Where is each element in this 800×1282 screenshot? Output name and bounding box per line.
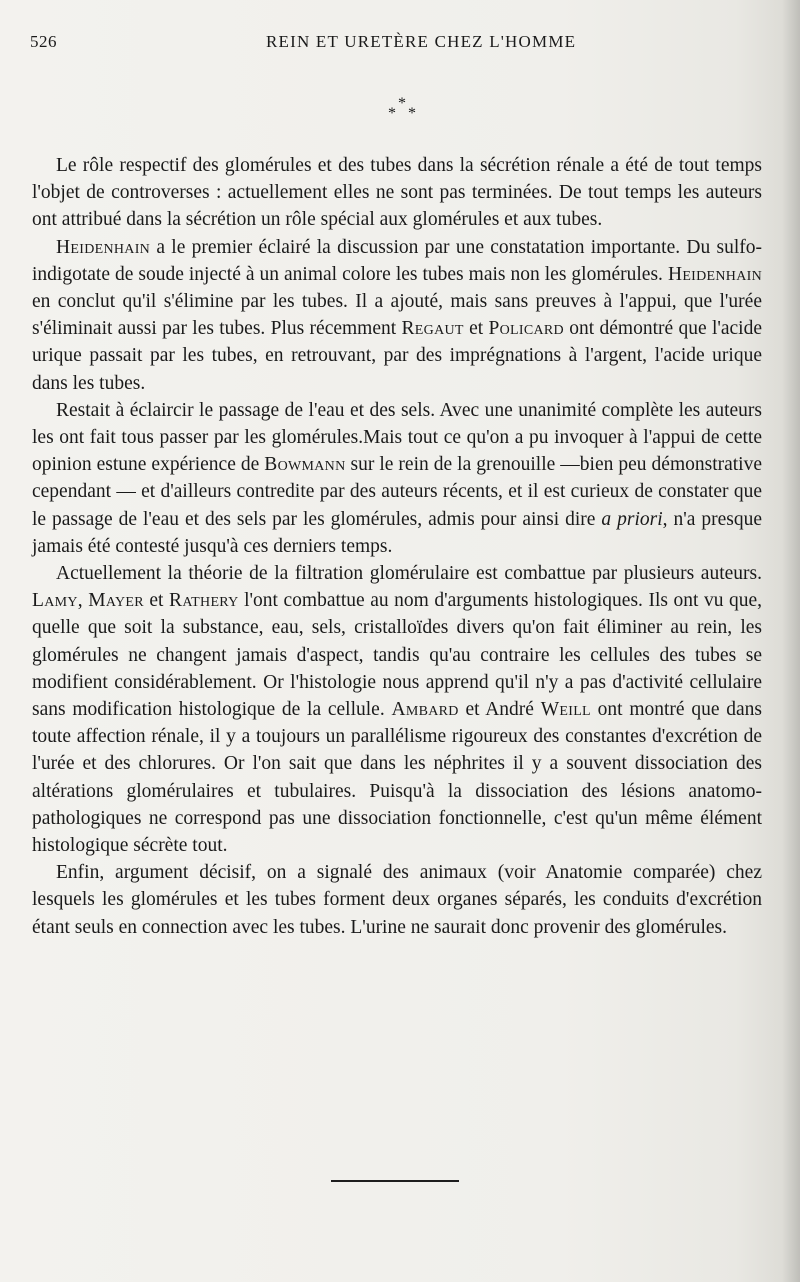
author-name: Lamy — [32, 590, 78, 612]
author-name: Heidenhain — [56, 236, 151, 258]
paragraph-text: l'ont combattue au nom d'arguments histologiques. Ils ont vu que, quelle que soit la substance, eau, sels, cristalloïdes divers qu'on fait éliminer au rein, les glomérules ne changent jamais d'aspect, tandis qu'au contraire les cellules des tubes se modifient considérablement. Or l'histologie nous apprend qu'il n'y a pas d'activité cellulaire sans modification histologique de la cellule. — [32, 590, 763, 721]
paragraph-5: Enfin, argument décisif, on a signalé des animaux (voir Anatomie comparée) chez lesquels les glomérules et les tubes forment deux organes séparés, les conduits d'excrétion étant seuls en connection avec les tubes. L'urine ne saurait donc provenir des glomérules. — [32, 862, 762, 938]
asterism — [384, 96, 424, 126]
paragraph-text: sur le rein de la grenouille —bien peu démonstrative cependant — et d'ailleurs contredite par des auteurs récents, et il est curieux de constater que le passage de l'eau et des sels par les glomérules, admis pour ainsi dire — [32, 454, 763, 530]
paragraph-text: a le premier éclairé la discussion par une constatation importante. Du sulfo-indigotate de soude injecté à un animal colore les tubes mais non les glomérules. — [32, 236, 762, 285]
paragraph-text: et — [463, 318, 489, 340]
paragraph-1: Le rôle respectif des glomérules et des tubes dans la sécrétion rénale a été de tout temps l'objet de controverses : actuellement elles ne sont pas terminées. De tout temps les auteurs ont attribué dans la sécrétion un rôle spécial aux glomérules et aux tubes. — [32, 155, 762, 231]
author-name: Weill — [540, 699, 591, 721]
body-text — [32, 152, 762, 941]
paragraph-text: , n'a presque jamais été contesté jusqu'à ces derniers temps. — [32, 508, 763, 557]
paragraph-text: et — [143, 590, 170, 612]
paragraph-text: , — [77, 590, 89, 612]
paragraph-4 — [32, 560, 762, 859]
author-name: Ambard — [391, 699, 459, 721]
paragraph-3 — [32, 397, 762, 560]
page-edge-shadow — [782, 0, 800, 1282]
paragraph-text: ont montré que dans toute affection rénale, il y a toujours un parallélisme rigoureux des constantes d'excrétion de l'urée et des chlorures. Or l'on sait que dans les néphrites il y a souvent dissociation des altérations glomérulaires et tubulaires. Puisqu'à la dissociation des lésions anatomo-pathologiques ne correspond pas une dissociation fonctionnelle, c'est qu'un même élément histologique sécrète tout. — [32, 699, 762, 857]
asterism-star: * — [398, 95, 406, 112]
asterism-star: * — [408, 105, 416, 122]
page-number: 526 — [30, 32, 57, 51]
italic-phrase: a priori — [601, 508, 663, 530]
page-header — [30, 32, 770, 58]
paragraph-2 — [32, 234, 762, 397]
author-name: Rathery — [169, 590, 239, 612]
section-end-rule — [331, 1180, 459, 1182]
asterism-star: * — [388, 105, 396, 122]
paragraph-text: Restait à éclaircir le passage de l'eau et des sels. Avec une unanimité complète les auteurs les ont fait tous passer par les glomérules.Mais tout ce qu'on a pu invoquer à l'appui de cette opinion estune expérience de — [32, 399, 762, 476]
paragraph-text: ont démontré que l'acide urique passait par les tubes, en retrouvant, par des imprégnations à l'argent, l'acide urique dans les tubes. — [32, 318, 763, 394]
author-name: Mayer — [88, 590, 144, 612]
paragraph-text: et André — [458, 699, 541, 721]
author-name: Bowmann — [264, 454, 346, 476]
running-title: REIN ET URETÈRE CHEZ L'HOMME — [266, 32, 577, 51]
paragraph-text: Actuellement la théorie de la filtration glomérulaire est combattue par plusieurs auteurs. — [56, 563, 762, 585]
author-name: Regaut — [401, 318, 464, 340]
author-name: Policard — [488, 318, 564, 340]
author-name: Heidenhain — [667, 263, 762, 285]
paragraph-text: en conclut qu'il s'élimine par les tubes. Il a ajouté, mais sans preuves à l'appui, que l'urée s'éliminait aussi par les tubes. Plus récemment — [32, 291, 762, 340]
